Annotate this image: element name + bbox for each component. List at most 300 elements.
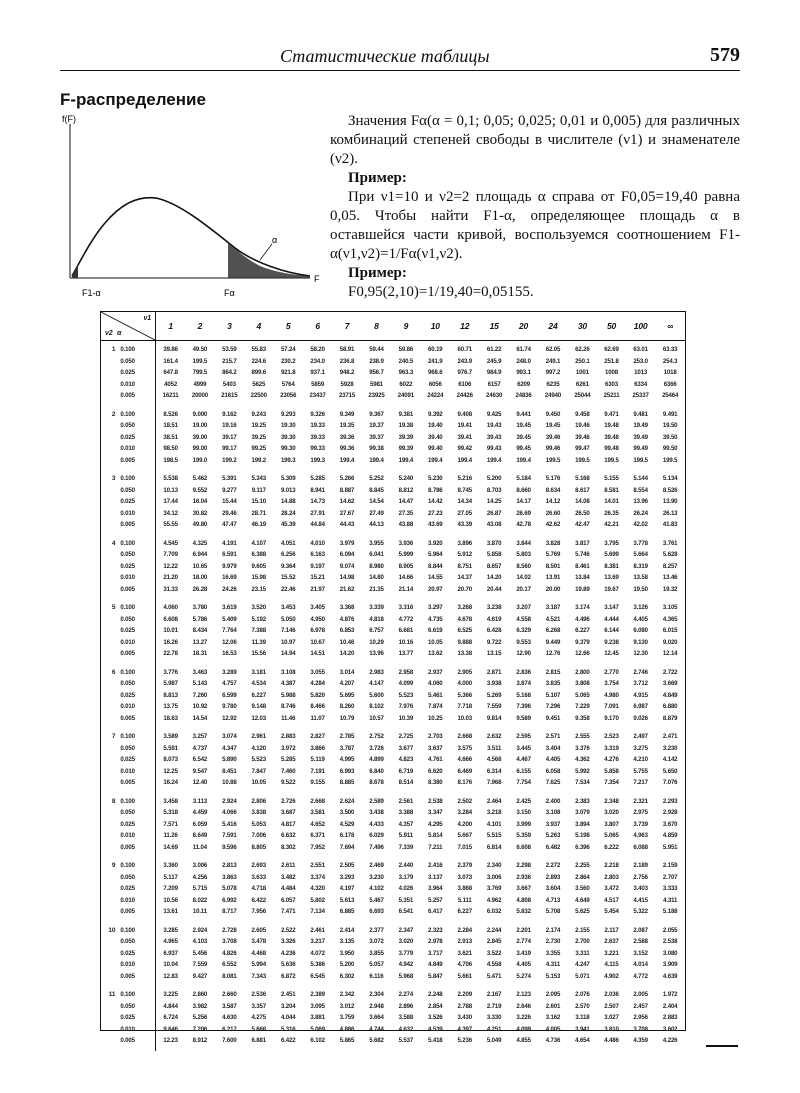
table-cell: 3.712 xyxy=(633,680,648,687)
nu2-value: 4 xyxy=(111,539,116,547)
table-cell: 4.236 xyxy=(280,949,296,957)
table-cell: 3.759 xyxy=(339,1014,355,1021)
table-cell: 5.153 xyxy=(545,972,561,980)
table-cell: 3.108 xyxy=(545,809,561,816)
table-cell: 4.142 xyxy=(662,756,678,763)
table-cell: 5.538 xyxy=(163,475,178,482)
table-cell: 4.899 xyxy=(369,756,384,763)
table-cell: 6.217 xyxy=(222,1025,237,1033)
table-cell: 12.03 xyxy=(251,714,267,722)
table-cell: 3.708 xyxy=(633,1025,648,1033)
table-cell: 9.026 xyxy=(633,714,648,722)
table-cell: 3.855 xyxy=(369,949,384,957)
table-cell: 3.619 xyxy=(222,604,237,611)
table-cell: 4.014 xyxy=(633,961,648,968)
table-cell: 161.4 xyxy=(163,357,178,365)
table-cell: 2.774 xyxy=(516,938,531,945)
table-row xyxy=(101,701,685,713)
table-cell: 2.274 xyxy=(398,991,414,998)
table-cell: 4.545 xyxy=(163,539,178,547)
table-cell: 4.197 xyxy=(339,885,355,892)
table-cell: 7.191 xyxy=(310,767,325,775)
table-cell: 6.080 xyxy=(633,627,648,634)
table-cell: 14.01 xyxy=(604,498,619,505)
table-row xyxy=(101,1035,685,1051)
table-cell: 2.505 xyxy=(339,862,355,869)
table-cell: 58.91 xyxy=(339,346,355,353)
table-cell: 9.117 xyxy=(251,486,266,494)
table-cell: 4.630 xyxy=(222,1014,237,1021)
alpha-header: α xyxy=(117,330,122,337)
table-cell: 24224 xyxy=(427,392,444,399)
table-cell: 21.97 xyxy=(310,585,325,593)
table-cell: 2.601 xyxy=(545,1002,561,1010)
table-cell: 2.174 xyxy=(545,926,561,934)
table-cell: 27.05 xyxy=(457,509,472,517)
table-cell: 4.207 xyxy=(339,680,355,687)
table-row xyxy=(101,807,685,819)
page-header xyxy=(60,44,740,71)
table-cell: 921.8 xyxy=(280,369,296,376)
table-cell: 3.478 xyxy=(251,938,267,945)
table-cell: 245.9 xyxy=(486,357,502,365)
table-cell: 8.526 xyxy=(662,486,678,494)
nu2-value xyxy=(101,1001,118,1013)
table-cell: 199.0 xyxy=(192,456,208,464)
table-cell: 4.099 xyxy=(398,680,414,687)
table-row xyxy=(101,637,685,649)
table-cell: 53.59 xyxy=(222,346,237,353)
table-cell: 5.523 xyxy=(251,756,267,763)
table-cell: 3.204 xyxy=(280,1002,296,1010)
table-cell: 4.942 xyxy=(398,961,414,968)
nu2-value xyxy=(101,959,118,971)
table-cell: 3.795 xyxy=(604,539,619,547)
table-cell: 59.86 xyxy=(398,346,414,353)
table-cell: 3.739 xyxy=(633,820,648,828)
table-cell: 254.3 xyxy=(662,357,678,365)
table-cell: 9.522 xyxy=(280,779,296,786)
table-cell: 2.087 xyxy=(633,926,648,934)
table-cell: 6.057 xyxy=(280,896,296,904)
table-cell: 3.780 xyxy=(192,604,208,611)
table-cell: 4.558 xyxy=(516,615,531,623)
table-cell: 12.92 xyxy=(222,714,237,722)
table-cell: 8.905 xyxy=(398,562,414,570)
table-cell: 6.155 xyxy=(516,767,531,775)
table-cell: 6.428 xyxy=(486,627,502,634)
column-header: 30 xyxy=(568,312,597,341)
alpha-value: 0.025 xyxy=(118,561,155,573)
table-cell: 9.020 xyxy=(662,638,678,646)
table-cell: 5.523 xyxy=(398,691,414,699)
table-cell: 10.05 xyxy=(251,779,267,786)
alpha-value: 0.050 xyxy=(118,807,155,819)
alpha-value: 0.025 xyxy=(118,432,155,444)
table-cell: 3.817 xyxy=(575,539,590,547)
table-cell: 25464 xyxy=(662,392,679,399)
table-cell: 4.963 xyxy=(633,832,648,839)
table-cell: 3.604 xyxy=(545,885,561,892)
table-cell: 7.976 xyxy=(398,703,414,710)
table-cell: 9.450 xyxy=(545,410,561,418)
table-cell: 4.517 xyxy=(604,896,619,904)
table-cell: 7.625 xyxy=(545,779,561,786)
nu2-value: 10 xyxy=(108,926,116,934)
table-cell: 7.718 xyxy=(457,703,472,710)
table-cell: 8.786 xyxy=(428,486,443,494)
table-cell: 9.013 xyxy=(280,486,296,494)
right-critical-label: Fα xyxy=(224,288,235,298)
table-cell: 62.69 xyxy=(604,346,619,353)
table-cell: 8.617 xyxy=(575,486,590,494)
table-cell: 22.78 xyxy=(163,650,178,657)
nu2-value xyxy=(101,948,118,960)
table-cell: 2.660 xyxy=(222,991,237,998)
table-cell: 98.50 xyxy=(163,445,178,452)
table-cell: 8.451 xyxy=(222,767,237,775)
table-cell: 3.357 xyxy=(251,1002,267,1010)
nu2-value xyxy=(101,432,118,444)
table-cell: 6.314 xyxy=(486,767,502,775)
table-cell: 18.63 xyxy=(163,714,178,722)
alpha-value: 0.025 xyxy=(118,1012,155,1024)
nu2-value xyxy=(101,549,118,561)
table-cell: 2.605 xyxy=(251,926,267,934)
table-cell: 24091 xyxy=(397,392,414,399)
table-cell: 3.999 xyxy=(516,820,531,828)
table-cell: 4.397 xyxy=(457,1025,472,1033)
column-header: 5 xyxy=(273,312,302,341)
table-cell: 41.83 xyxy=(662,521,678,528)
table-cell: 6.482 xyxy=(545,843,561,851)
table-cell: 5.820 xyxy=(310,691,325,699)
table-cell: 3.152 xyxy=(633,949,648,957)
table-cell: 61.74 xyxy=(516,346,531,353)
table-cell: 6106 xyxy=(458,380,472,388)
table-cell: 6.088 xyxy=(633,843,648,851)
table-cell: 3.179 xyxy=(398,873,414,881)
table-cell: 99.30 xyxy=(280,445,296,452)
table-row xyxy=(101,971,685,987)
table-cell: 16.69 xyxy=(222,574,237,581)
table-cell: 5.198 xyxy=(575,832,590,839)
table-cell: 5.968 xyxy=(398,972,414,980)
nu2-value xyxy=(101,872,118,884)
table-cell: 2.218 xyxy=(604,862,619,869)
table-cell: 2.961 xyxy=(251,733,267,740)
alpha-value: 0.010 xyxy=(118,443,155,455)
table-row xyxy=(101,508,685,520)
table-cell: 5.456 xyxy=(192,949,208,957)
table-cell: 9.130 xyxy=(633,638,648,646)
table-cell: 199.5 xyxy=(192,357,208,365)
table-cell: 2.464 xyxy=(486,797,502,805)
table-cell: 39.39 xyxy=(398,433,414,441)
table-cell: 9.596 xyxy=(222,843,237,851)
table-cell: 5.134 xyxy=(662,475,678,482)
table-cell: 5.515 xyxy=(486,832,502,839)
table-cell: 2.005 xyxy=(633,991,648,998)
table-cell: 3.388 xyxy=(398,809,414,816)
table-cell: 5.053 xyxy=(251,820,267,828)
table-cell: 6.599 xyxy=(222,691,237,699)
table-cell: 3.284 xyxy=(457,809,472,816)
table-cell: 6.015 xyxy=(662,627,678,634)
table-cell: 6.814 xyxy=(486,843,502,851)
table-cell: 2.379 xyxy=(457,862,472,869)
table-cell: 15.21 xyxy=(310,574,325,581)
table-cell: 3.207 xyxy=(516,604,531,611)
table-cell: 8.887 xyxy=(339,486,355,494)
nu2-value xyxy=(101,648,118,664)
table-cell: 6261 xyxy=(575,380,589,388)
table-cell: 236.8 xyxy=(339,357,355,365)
table-cell: 5.144 xyxy=(633,475,648,482)
nu2-header: ν2 xyxy=(105,330,113,337)
table-cell: 12.14 xyxy=(662,650,678,657)
table-cell: 2.958 xyxy=(398,668,414,676)
table-cell: 10.88 xyxy=(222,779,237,786)
table-cell: 199.2 xyxy=(222,456,237,464)
table-cell: 5.309 xyxy=(280,475,296,482)
table-cell: 43.39 xyxy=(457,521,472,528)
table-cell: 230.2 xyxy=(280,357,296,365)
table-cell: 5.537 xyxy=(398,1037,414,1044)
nu2-value xyxy=(101,637,118,649)
table-cell: 2.924 xyxy=(222,797,237,805)
table-cell: 5.992 xyxy=(575,767,590,775)
nu2-value xyxy=(101,508,118,520)
table-cell: 8.257 xyxy=(662,562,678,570)
table-cell: 10.97 xyxy=(280,638,296,646)
table-cell: 4.210 xyxy=(633,756,648,763)
alpha-value: 0.010 xyxy=(118,572,155,584)
table-cell: 2.323 xyxy=(428,926,443,934)
nu2-value xyxy=(101,766,118,778)
table-corner-cell xyxy=(101,312,156,341)
table-cell: 3.118 xyxy=(575,1014,590,1021)
table-cell: 5.668 xyxy=(251,1025,267,1033)
table-cell: 2.538 xyxy=(662,938,678,945)
table-cell: 14.80 xyxy=(369,574,384,581)
table-cell: 9.381 xyxy=(398,410,414,418)
table-cell: 238.9 xyxy=(369,357,384,365)
table-cell: 5.057 xyxy=(369,961,384,968)
alpha-value: 0.025 xyxy=(118,690,155,702)
table-cell: 5.316 xyxy=(280,1025,296,1033)
table-cell: 4.200 xyxy=(457,820,472,828)
table-cell: 21.20 xyxy=(163,574,178,581)
table-cell: 43.69 xyxy=(428,521,443,528)
table-cell: 9.358 xyxy=(575,714,590,722)
table-cell: 3.333 xyxy=(662,885,678,892)
table-cell: 2.414 xyxy=(339,926,355,934)
column-header: 6 xyxy=(303,312,332,341)
table-cell: 6.552 xyxy=(222,961,237,968)
table-cell: 3.055 xyxy=(310,668,325,676)
nu2-value xyxy=(101,678,118,690)
table-cell: 2.668 xyxy=(310,797,325,805)
table-cell: 4.467 xyxy=(516,756,531,763)
table-cell: 19.41 xyxy=(457,422,472,429)
nu2-value xyxy=(101,496,118,508)
table-cell: 99.36 xyxy=(339,445,355,452)
table-cell: 5.911 xyxy=(398,832,413,839)
table-cell: 3.289 xyxy=(222,668,237,676)
table-cell: 12.40 xyxy=(192,779,208,786)
table-cell: 8.581 xyxy=(604,486,619,494)
column-header: 15 xyxy=(479,312,508,341)
table-cell: 2.646 xyxy=(516,1002,531,1010)
table-cell: 99.40 xyxy=(428,445,443,452)
table-cell: 14.54 xyxy=(369,498,384,505)
nu2-value: 3 xyxy=(111,475,116,482)
table-cell: 3.319 xyxy=(604,744,619,752)
table-cell: 199.4 xyxy=(516,456,531,464)
table-cell: 49.50 xyxy=(192,346,208,353)
table-cell: 3.463 xyxy=(192,668,208,676)
table-cell: 5.636 xyxy=(280,961,296,968)
table-cell: 5.188 xyxy=(662,908,678,915)
table-cell: 19.00 xyxy=(192,422,208,429)
example-1-text: При ν1=10 и ν2=2 площадь α справа от F0,05=19,40 равна 0,05. Чтобы найти F1-α, определяющее площадь α в оставшейся части кривой, воспользуемся соотношением F1-α(ν1,ν2)=1/Fα(ν1,ν2). xyxy=(330,189,740,262)
table-cell: 7.460 xyxy=(280,767,296,775)
table-cell: 5.386 xyxy=(310,961,325,968)
table-cell: 99.48 xyxy=(604,445,619,452)
table-cell: 4.757 xyxy=(222,680,237,687)
table-cell: 8.751 xyxy=(457,562,472,570)
table-cell: 4.191 xyxy=(222,539,237,547)
table-cell: 10.92 xyxy=(192,703,208,710)
table-cell: 55.83 xyxy=(251,346,267,353)
table-cell: 5.366 xyxy=(457,691,472,699)
table-cell: 2.937 xyxy=(428,668,443,676)
table-cell: 5.107 xyxy=(545,691,561,699)
table-cell: 2.632 xyxy=(486,733,502,740)
table-cell: 2.707 xyxy=(662,873,678,881)
table-row xyxy=(101,872,685,884)
table-cell: 42.02 xyxy=(633,521,648,528)
table-cell: 12.66 xyxy=(575,650,590,657)
table-row xyxy=(101,561,685,573)
table-cell: 6.268 xyxy=(545,627,561,634)
column-header: 10 xyxy=(421,312,450,341)
table-cell: 6.881 xyxy=(251,1037,267,1044)
table-cell: 8.102 xyxy=(369,703,384,710)
alpha-value: 0.005 xyxy=(118,713,155,729)
table-cell: 3.360 xyxy=(163,862,178,869)
table-cell: 5.318 xyxy=(163,809,178,816)
table-cell: 5.715 xyxy=(192,885,208,892)
alpha-value: 0.025 xyxy=(118,819,155,831)
nu2-value xyxy=(101,713,118,729)
alpha-value: 0.010 xyxy=(118,701,155,713)
table-cell: 6303 xyxy=(605,380,618,388)
table-cell: 2.321 xyxy=(633,797,648,805)
table-cell: 5.613 xyxy=(339,896,355,904)
table-cell: 4.761 xyxy=(428,756,443,763)
table-cell: 46.19 xyxy=(251,521,267,528)
table-cell: 26.50 xyxy=(575,509,590,517)
table-cell: 8.885 xyxy=(339,779,355,786)
table-cell: 42.78 xyxy=(516,521,531,528)
example-2-formula: F0,95(2,10)=1/19,40=0,05155. xyxy=(348,284,534,300)
table-cell: 3.217 xyxy=(310,938,325,945)
table-cell: 4.915 xyxy=(633,691,648,699)
table-cell: 19.32 xyxy=(662,585,678,593)
table-row xyxy=(101,948,685,960)
table-cell: 2.746 xyxy=(633,668,648,676)
table-cell: 3.430 xyxy=(457,1014,472,1021)
table-cell: 4.357 xyxy=(398,820,414,828)
table-cell: 2.788 xyxy=(457,1002,472,1010)
table-cell: 9.367 xyxy=(369,410,384,418)
table-cell: 26.35 xyxy=(604,509,619,517)
table-cell: 4.459 xyxy=(192,809,208,816)
table-cell: 99.43 xyxy=(486,445,502,452)
table-cell: 7.496 xyxy=(369,843,384,851)
table-cell: 9.197 xyxy=(310,562,325,570)
table-cell: 2.815 xyxy=(545,668,561,676)
table-cell: 62.05 xyxy=(545,346,561,353)
table-cell: 3.453 xyxy=(280,604,296,611)
column-header: 100 xyxy=(626,312,655,341)
table-cell: 47.47 xyxy=(222,521,237,528)
table-cell: 2.416 xyxy=(428,862,443,869)
table-cell: 6.227 xyxy=(251,691,267,699)
table-cell: 9.552 xyxy=(192,486,208,494)
nu2-value xyxy=(101,1012,118,1024)
table-cell: 23925 xyxy=(368,392,385,399)
table-cell: 99.39 xyxy=(398,445,414,452)
table-cell: 3.972 xyxy=(280,744,296,752)
table-cell: 26.13 xyxy=(662,509,678,517)
table-cell: 2.342 xyxy=(339,991,355,998)
table-row xyxy=(101,1001,685,1013)
table-cell: 6.227 xyxy=(575,627,590,634)
table-cell: 20.17 xyxy=(516,585,531,593)
table-cell: 2.383 xyxy=(575,797,590,805)
table-cell: 5.351 xyxy=(398,896,414,904)
alpha-value: 0.005 xyxy=(118,842,155,858)
table-cell: 3.174 xyxy=(575,604,590,611)
table-cell: 5.168 xyxy=(516,691,531,699)
table-cell: 19.30 xyxy=(280,422,296,429)
table-cell: 3.297 xyxy=(428,604,443,611)
alpha-value: 0.010 xyxy=(118,637,155,649)
table-cell: 2.785 xyxy=(339,733,355,740)
table-cell: 5.409 xyxy=(222,615,237,623)
table-cell: 14.98 xyxy=(339,574,355,581)
table-cell: 2.304 xyxy=(369,991,384,998)
nu1-header: ν1 xyxy=(143,315,151,322)
table-cell: 4.359 xyxy=(633,1037,648,1044)
column-header: 3 xyxy=(215,312,244,341)
table-cell: 12.30 xyxy=(633,650,648,657)
table-cell: 14.66 xyxy=(398,574,414,581)
table-cell: 9.979 xyxy=(222,562,237,570)
nu2-value xyxy=(101,777,118,793)
table-cell: 7.146 xyxy=(280,627,296,634)
table-cell: 2.752 xyxy=(369,733,384,740)
table-cell: 13.27 xyxy=(192,638,208,646)
table-cell: 1.972 xyxy=(662,991,678,998)
table-cell: 2.693 xyxy=(251,862,267,869)
table-cell: 9.000 xyxy=(192,410,208,418)
table-cell: 5.755 xyxy=(633,767,648,775)
table-cell: 5.119 xyxy=(310,756,325,763)
